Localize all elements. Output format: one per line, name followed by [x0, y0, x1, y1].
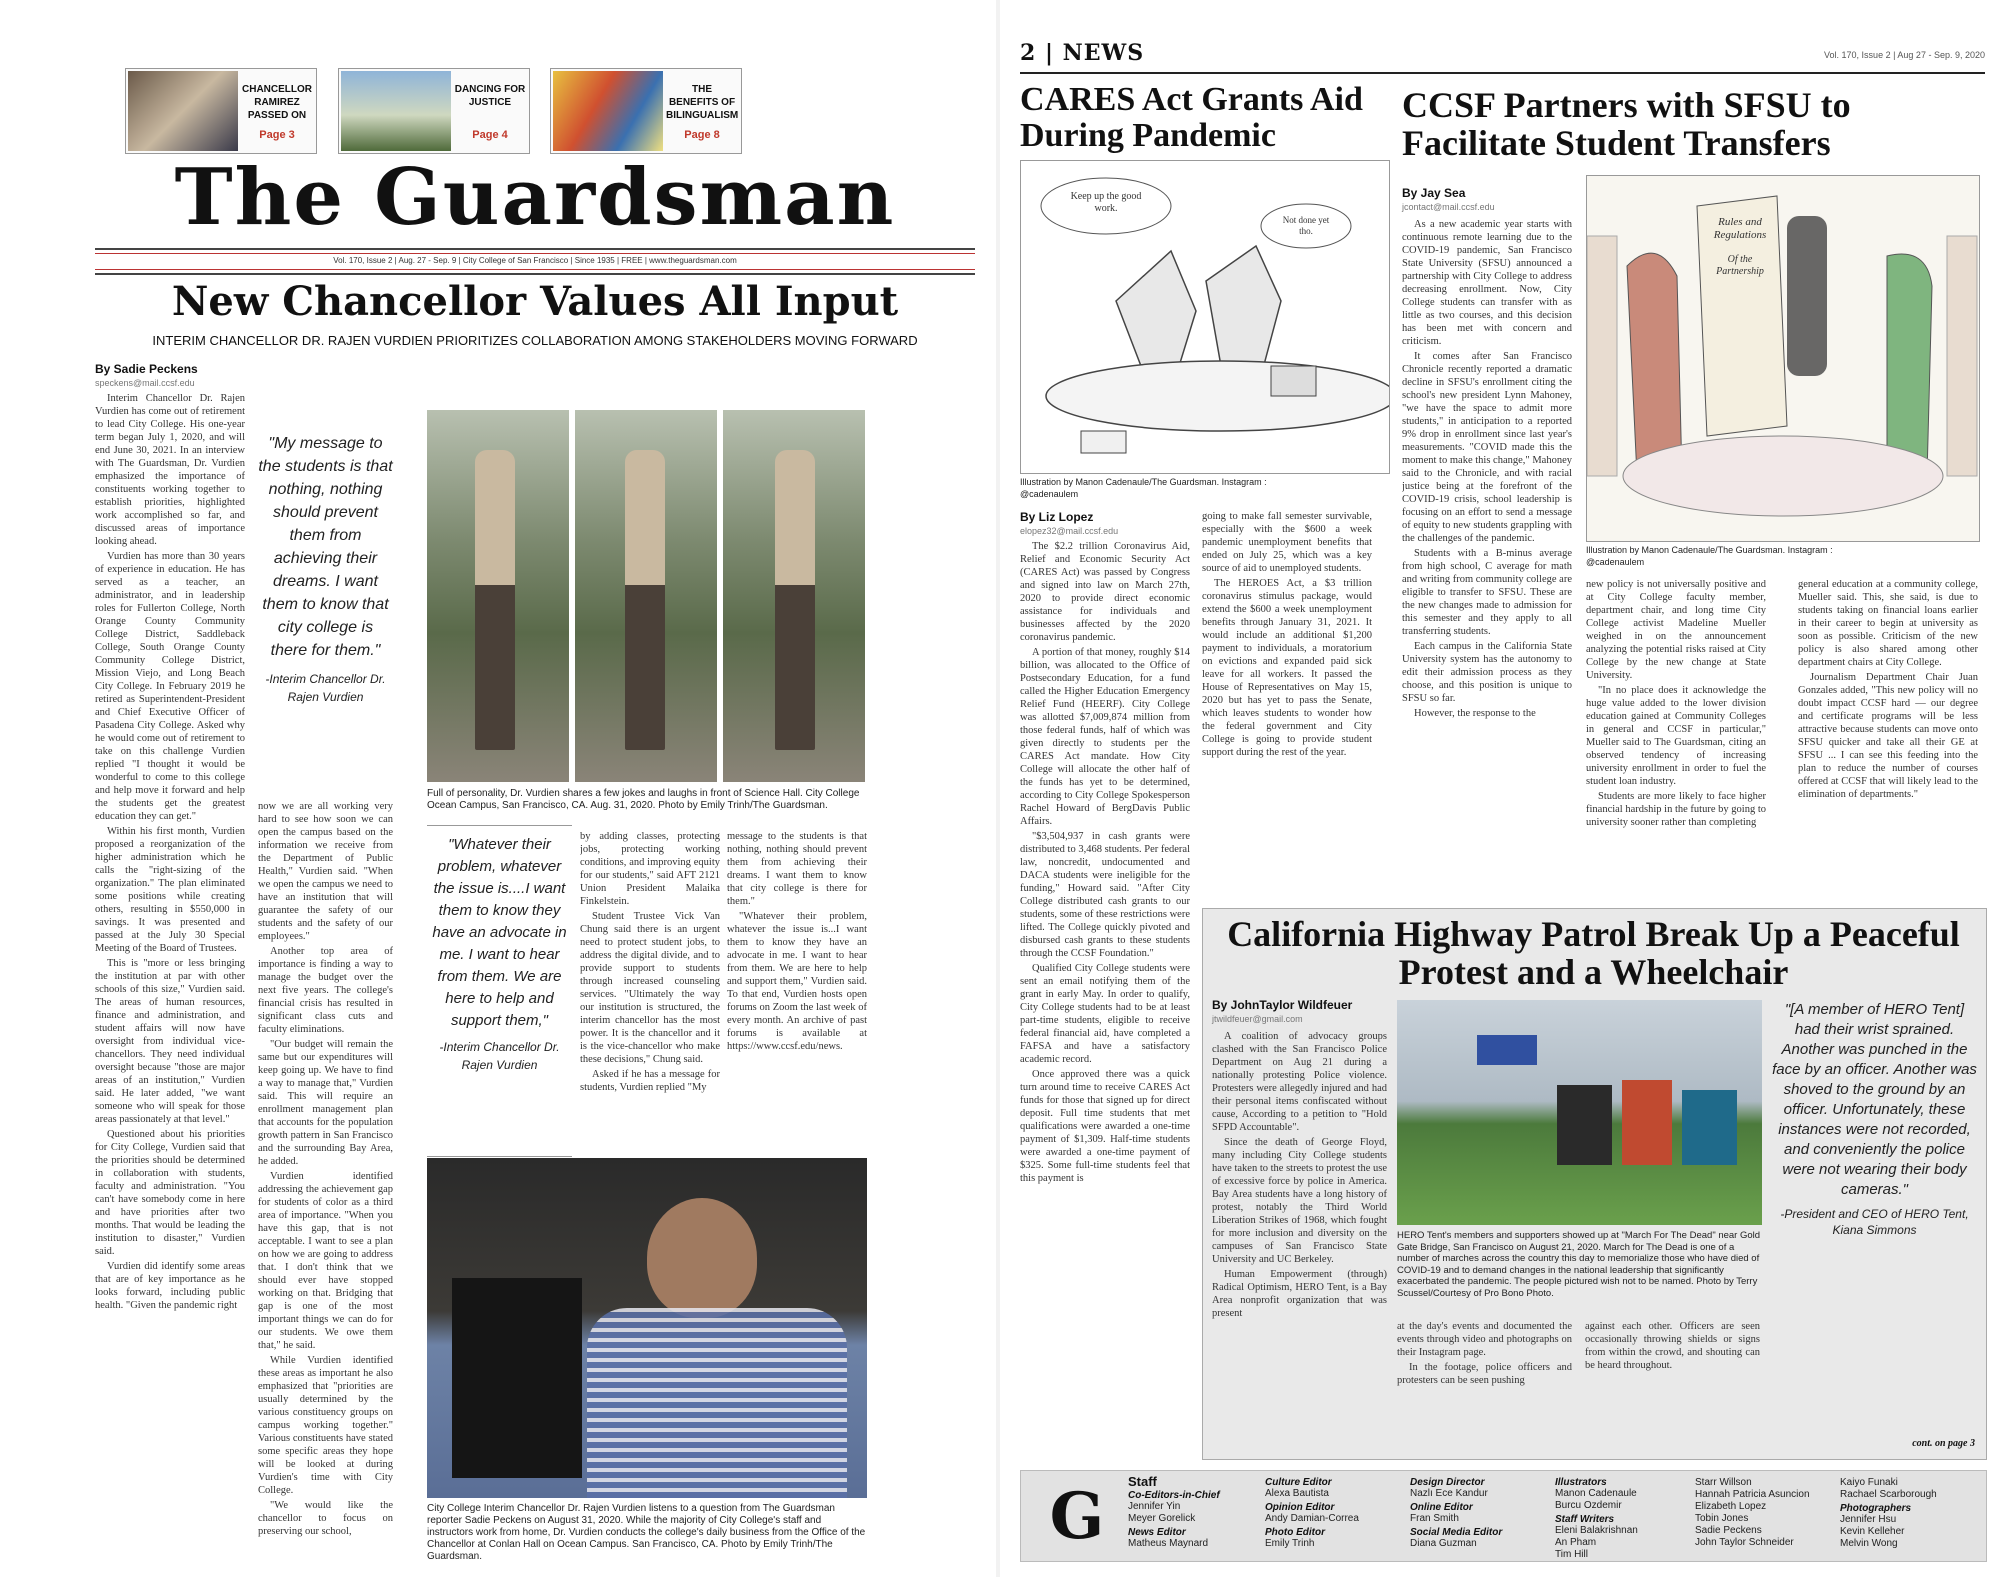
- staff-name: Starr Willson: [1695, 1477, 1752, 1488]
- paragraph: Student Trustee Vick Van Chung said there is an urgent need to protect student jobs, to address the digital divide, and to provide support to students through increased counseling services. "Ultimately the way our institution is structured, the interim chancellor has the most power. It is the chancellor and it is the vice-chancellor who make these decisions," Chung said.: [580, 911, 720, 1065]
- chp-headline: California Highway Patrol Break Up a Peaceful Protest and a Wheelchair: [1227, 914, 1960, 992]
- paragraph: Journalism Department Chair Juan Gonzales added, "This new policy will no doubt impact CCSF hard — our degree and certificate programs will be less attractive because students can move onto SFSU quicker and take all their GE at SFSU ... I can see this feeding into the plan to reduce the number of courses offered at CCSF that will likely lead to the elimination of departments.": [1798, 672, 1978, 800]
- paragraph: Each campus in the California State University system has the autonomy to edit their admission process as they choose, and this position is unique to SFSU so far.: [1402, 641, 1572, 704]
- photo-chancellor-2: [575, 410, 717, 782]
- chp-byline: By JohnTaylor Wildfeuer: [1212, 998, 1353, 1012]
- staff-name: Eleni Balakrishnan: [1555, 1525, 1638, 1536]
- staff-name: Hannah Patricia Asuncion: [1695, 1489, 1810, 1500]
- pull-quote-2: [427, 834, 572, 1074]
- sfsu-illustration-caption: Illustration by Manon Cadenaule/The Guardsman. Instagram : @cadenaulem: [1586, 545, 1833, 567]
- staff-col-2: [1265, 1477, 1395, 1550]
- section-rule: [1020, 72, 1985, 74]
- pull-quote-text: "My message to the students is that nothing, nothing should prevent them from achieving their dreams. I want them to know that city college is there for them.": [258, 435, 393, 659]
- staff-heading: Staff Writers: [1555, 1514, 1615, 1525]
- paragraph: The $2.2 trillion Coronavirus Aid, Relief and Economic Security Act (CARES Act) was passed by Congress and signed into law on March 27th, 2020 to provide direct economic assistance for individuals and businesses affected by the 2020 coronavirus pandemic.: [1020, 541, 1190, 643]
- person-head: [647, 1198, 757, 1318]
- protest-sign: [1557, 1085, 1612, 1165]
- staff-col-6: [1840, 1477, 1980, 1550]
- teaser-chancellor[interactable]: [125, 68, 317, 154]
- staff-name: Melvin Wong: [1840, 1538, 1898, 1549]
- cares-headline: CARES Act Grants Aid During Pandemic: [1020, 81, 1363, 154]
- article-col-2: [258, 800, 393, 1550]
- masthead-rule-top: [95, 248, 975, 254]
- staff-name: Burcu Ozdemir: [1555, 1500, 1622, 1511]
- sfsu-byline: By Jay Sea: [1402, 186, 1466, 200]
- staff-name: Kaiyo Funaki: [1840, 1477, 1898, 1488]
- paragraph: "In no place does it acknowledge the huge value added to the lower division education gained at Community Colleges in general and CCSF in particular," Mueller said to The Guardsman, citing an observed tendency of increasing university enrollment in order to fuel the student loan industry.: [1586, 685, 1766, 787]
- pull-quote-attribution: -Interim Chancellor Dr. Rajen Vurdien: [265, 672, 386, 704]
- staff-name: Alexa Bautista: [1265, 1488, 1329, 1499]
- pull-quote-attribution: -President and CEO of HERO Tent, Kiana Simmons: [1780, 1207, 1969, 1237]
- speech-bubble-1-text: Keep up the good work.: [1070, 191, 1142, 214]
- teaser-page: Page 3: [259, 129, 295, 141]
- article-col-4: [727, 830, 867, 1150]
- pull-quote-attribution: -Interim Chancellor Dr. Rajen Vurdien: [439, 1040, 560, 1072]
- article-col-1: [95, 392, 245, 1550]
- paragraph: It comes after San Francisco Chronicle recently reported a dramatic decline in SFSU's enrollment citing the school's new president Lynn Mahoney, "we have the space to admit more students," in anticipation to a reported 9% drop in enrollment since last year's measurements. "COVID made this the moment to make this change," Mahoney said to the Chronicle, and with racial justice being at the forefront of the COVID-19 crisis, school leadership is focusing on an effort to send a message of equity to new students grappling with the challenges of the pandemic.: [1402, 351, 1572, 544]
- sfsu-col-3: [1798, 578, 1978, 898]
- paragraph: In the footage, police officers and protesters can be seen pushing: [1397, 1362, 1572, 1386]
- right-page: [1020, 40, 1985, 1565]
- pull-quote-1: [258, 432, 393, 706]
- paragraph: Another top area of importance is finding a way to manage the budget over the next five years. The college's financial crisis has resulted in significant class cuts and faculty eliminations.: [258, 946, 393, 1035]
- paragraph: Vurdien identified addressing the achievement gap for students of color as a third area of importance. "When you have this gap, that is not acceptable. I want to see a plan on how we are going to address that. I don't think that we should ever have stopped working on that. Bridging that gap is one of the most important things we can do for our students. We owe them that," he said.: [258, 1171, 393, 1351]
- figure-right: [1887, 254, 1932, 476]
- paragraph: Qualified City College students were sent an email notifying them of the grant in early May. In order to qualify, City College students had to be at least part-time students, eligible to receive federal financial aid, have completed a FAFSA and have a satisfactory academic record.: [1020, 963, 1190, 1065]
- paragraph: Interim Chancellor Dr. Rajen Vurdien has come out of retirement to lead City College. His one-year term began July 1, 2020, and will end June 30, 2021. In an interview with The Guardsman, Dr. Vurdien emphasized the importance of constituents working together to establish priorities, highlighted work accomplished so far, and discussed areas of importance looking ahead.: [95, 393, 245, 547]
- staff-col-3: [1410, 1477, 1540, 1550]
- paragraph: against each other. Officers are seen occasionally throwing shields or signs from within the crowd, and shouting can be heard throughout.: [1585, 1321, 1760, 1371]
- staff-name: Jennifer Hsu: [1840, 1514, 1897, 1525]
- staff-heading: Photo Editor: [1265, 1527, 1325, 1538]
- chp-col-1: [1212, 1030, 1387, 1445]
- pull-quote-text: "[A member of HERO Tent] had their wrist sprained. Another was punched in the face by an officer. Another was shoved to the ground by an officer. Unfortunately, these instances were not recorded, and conveniently the police were not wearing their body cameras.": [1772, 1001, 1977, 1198]
- paragraph: "We would like the chancellor to focus on preserving our school,: [258, 1500, 393, 1537]
- issue-info: Vol. 170, Issue 2 | Aug 27 - Sep. 9, 2020: [1824, 50, 1985, 60]
- continued-link[interactable]: cont. on page 3: [1912, 1438, 1975, 1449]
- paragraph: Students are more likely to face higher financial hardship in the future by going to university sooner rather than completing: [1586, 791, 1766, 828]
- figure-left: [1627, 253, 1682, 476]
- paragraph: Since the death of George Floyd, many including City College students have taken to the streets to protest the use of excessive force by police in America. Bay Area students have a long history of protest, notably the Third World Liberation Strikes of 1968, which fought for more inclusion and diversity on the campuses of San Francisco State University and UC Berkeley.: [1212, 1137, 1387, 1265]
- staff-name: Matheus Maynard: [1128, 1538, 1209, 1549]
- left-page: [95, 50, 975, 1560]
- teaser-title: DANCING FOR JUSTICE: [454, 84, 526, 108]
- photo-chancellor-1: [427, 410, 569, 782]
- paragraph: A portion of that money, roughly $14 billion, was allocated to the Office of Postsecondary Education, for a fund called the Higher Education Emergency Relief Fund (HEERF). City College was allotted $7,009,874 million from those federal funds, half of which was given directly to students per the CARES Act mandate. How City College will allocate the other half of the funds has yet to be determined, according to City College Spokesperson Rachel Howard of BergDavis Public Affairs.: [1020, 647, 1190, 827]
- staff-name: Manon Cadenaule: [1555, 1488, 1637, 1499]
- computer-monitor: [452, 1278, 582, 1478]
- sfsu-headline: CCSF Partners with SFSU to Facilitate Student Transfers: [1402, 85, 1851, 163]
- paragraph: general education at a community college, Mueller said. This, she said, is due to students taking on financial loans earlier in their career to begin at university as soon as possible. Criticism of the new policy is also shared among other department chairs at City College.: [1798, 579, 1978, 668]
- staff-col-1: [1128, 1490, 1248, 1550]
- paragraph: "$3,504,937 in cash grants were distributed to 3,468 students. Per federal law, noncredit, undocumented and DACA students were ineligible for the funding," Howard said. "After City College distributed cash grants to our students, some of these restrictions were lifted. The College quickly pivoted and disbursed cash grants to these students through the CCSF Foundation.": [1020, 831, 1190, 959]
- masthead: The Guardsman: [174, 152, 896, 243]
- paragraph: "Whatever their problem, whatever the issue is...I want them to know they have an advocate in me. I want to hear from them. We are here to help and support them," Vurdien said. To that end, Vurdien hosts open forums on Zoom the last week of every month. An archive of past forums is available at https://www.ccsf.edu/news.: [727, 911, 867, 1052]
- person-figure: [475, 450, 515, 750]
- staff-name: Emily Trinh: [1265, 1538, 1315, 1549]
- paragraph: Asked if he has a message for students, Vurdien replied "My: [580, 1069, 720, 1093]
- person-figure: [625, 450, 665, 750]
- shark-figure-2: [1206, 246, 1281, 376]
- paragraph: Vurdien did identify some areas that are of key importance as he looks forward, including public health. "Given the pandemic right: [95, 1261, 245, 1311]
- photo-chancellor-3: [723, 410, 865, 782]
- person-figure: [775, 450, 815, 750]
- sfsu-col-1: [1402, 218, 1572, 898]
- sfsu-illustration-svg: [1587, 176, 1979, 541]
- section-header: 2 | NEWS: [1020, 40, 1145, 66]
- staff-name: Sadie Peckens: [1695, 1525, 1762, 1536]
- article-col-3: [580, 830, 720, 1150]
- teaser-bilingualism[interactable]: [550, 68, 742, 154]
- staff-name: Kevin Kelleher: [1840, 1526, 1905, 1537]
- paragraph: by adding classes, protecting jobs, protecting working conditions, and improving equity for our students," said AFT 2121 Union President Malaika Finkelstein.: [580, 831, 720, 907]
- staff-name: Nazlı Ece Kandur: [1410, 1488, 1488, 1499]
- sfsu-illustration: [1586, 175, 1980, 542]
- teaser-page: Page 8: [684, 129, 720, 141]
- cares-byline: By Liz Lopez: [1020, 510, 1094, 524]
- paragraph: This is "more or less bringing the institution at par with other schools of this size," Vurdien said. The areas of human resources, finance and administration, and student affairs will now have oversight from individual vice-chancellors. They need individual oversight because "those are major areas of an institution," Vurdien said. He later added, "we want someone who will speak for those areas passionately at that level.": [95, 958, 245, 1125]
- door-left: [1587, 236, 1617, 476]
- staff-name: An Pham: [1555, 1537, 1597, 1548]
- paragraph: "Our budget will remain the same but our expenditures will keep going up. We have to find a way to manage that," Vurdien said. This will require an enrollment management plan that accounts for the population growth pattern in San Francisco and the surrounding Bay Area, he added.: [258, 1039, 393, 1167]
- paragraph: Vurdien has more than 30 years of experience in education. He has served as a teacher, an administrator, and in leadership roles for Fullerton College, North Orange County Community College District, Saddleback College, South Orange County Community College District, Mission Viejo, and Long Beach City College. In February 2019 he retired as Superintendent-President and Chief Executive Officer of Pasadena City College. Asked why he would come out of retirement to take on this challenge Vurdien replied "I thought it would be wonderful to come to this college and help move it forward and help the students get the greatest education they can get.": [95, 551, 245, 822]
- staff-heading: Co-Editors-in-Chief: [1128, 1490, 1220, 1501]
- money-stack: [1271, 366, 1316, 396]
- subhead: INTERIM CHANCELLOR DR. RAJEN VURDIEN PRIORITIZES COLLABORATION AMONG STAKEHOLDERS MOVING FORWARD: [152, 333, 918, 348]
- staff-heading: Opinion Editor: [1265, 1502, 1335, 1513]
- guardsman-logo: G: [1049, 1479, 1105, 1554]
- paragraph: The HEROES Act, a $3 trillion coronavirus stimulus package, would extend the $600 a week unemployment benefits through January 31, 2021. It would include an additional $1,200 payment to individuals, a moratorium on evictions and expanded paid sick leave for all workers. It passed the House of Representatives on May 15, 2020 but has yet to pass the Senate, which leaves students to wonder how the federal government and City College is going to provide student support during the rest of the year.: [1202, 578, 1372, 758]
- staff-name: Tim Hill: [1555, 1549, 1588, 1560]
- paragraph: However, the response to the: [1414, 708, 1536, 719]
- staff-name: Diana Guzman: [1410, 1538, 1477, 1549]
- teaser-title: THE BENEFITS OF BILINGUALISM: [666, 84, 739, 121]
- person-shirt: [587, 1308, 847, 1498]
- masthead-rule-bottom: [95, 269, 975, 275]
- staff-name: Jennifer Yin: [1128, 1501, 1181, 1512]
- dateline: Vol. 170, Issue 2 | Aug. 27 - Sep. 9 | City College of San Francisco | Since 1935 | FREE | www.theguardsman.com: [333, 256, 737, 265]
- teaser-photo: [341, 71, 451, 151]
- teaser-photo: [553, 71, 663, 151]
- staff-name: Andy Damian-Correa: [1265, 1513, 1359, 1524]
- paragraph: Human Empowerment (through) Radical Optimism, HERO Tent, is a Bay Area nonprofit organization that was present: [1212, 1269, 1387, 1319]
- photo-chancellor-desk: [427, 1158, 867, 1498]
- staff-heading: News Editor: [1128, 1527, 1186, 1538]
- teaser-title: CHANCELLOR RAMIREZ PASSED ON: [242, 84, 312, 121]
- money-bills: [1081, 431, 1126, 453]
- chp-col-2: [1397, 1320, 1572, 1445]
- byline-email[interactable]: speckens@mail.ccsf.edu: [95, 378, 195, 388]
- staff-heading: Illustrators: [1555, 1477, 1607, 1488]
- staff-name: Meyer Gorelick: [1128, 1513, 1196, 1524]
- headline: New Chancellor Values All Input: [171, 278, 899, 325]
- staff-name: Rachael Scarborough: [1840, 1489, 1937, 1500]
- paragraph: A coalition of advocacy groups clashed with the San Francisco Police Department on Aug 21 during a nationally protesting Police violence. Protesters were allegedly injured and had their personal items confiscated without cause, According to a petition to "Hold SFPD Accountable".: [1212, 1031, 1387, 1133]
- staff-heading: Design Director: [1410, 1477, 1485, 1488]
- table: [1623, 436, 1943, 516]
- photo-caption-1: Full of personality, Dr. Vurdien shares a few jokes and laughs in front of Science Hall. City College Ocean Campus, San Francisco, CA. Aug. 31, 2020. Photo by Emily Trinh/The Guardsman.: [427, 788, 860, 811]
- chp-col-3: [1585, 1320, 1760, 1445]
- protest-photo: [1397, 1000, 1762, 1225]
- paragraph: While Vurdien identified these areas as important he also emphasized that "priorities are usually determined by the various constituency groups on campus working together." Various constituents have stated some specific areas they hope will be looked at during Vurdien's time with City College.: [258, 1355, 393, 1496]
- paragraph: As a new academic year starts with continuous remote learning due to the COVID-19 pandemic, San Francisco State University (SFSU) announced a partnership with City College to address decreasing enrollment. Now, City College students can transfer with as little as two courses, and this decision has been met with concern and criticism.: [1402, 219, 1572, 347]
- tent: [1477, 1035, 1537, 1065]
- paragraph: going to make fall semester survivable, especially with the $600 a week pandemic unemployment benefits that ended on July 25, which was a key source of aid to unemployed students.: [1202, 511, 1372, 574]
- staff-name: Fran Smith: [1410, 1513, 1459, 1524]
- staff-title: Staff: [1128, 1474, 1157, 1489]
- paragraph: message to the students is that nothing, nothing should prevent them from achieving their dreams. I want them to know that city college is there for them.": [727, 831, 867, 907]
- paragraph: at the day's events and documented the events through video and photographs on their Instagram page.: [1397, 1321, 1572, 1358]
- staff-col-5: [1695, 1477, 1825, 1549]
- cares-illustration-caption: Illustration by Manon Cadenaule/The Guardsman. Instagram : @cadenaulem: [1020, 477, 1267, 499]
- teaser-dancing[interactable]: [338, 68, 530, 154]
- pull-quote-text: "Whatever their problem, whatever the issue is....I want them to know they have an advocate in me. I want to hear from them. We are here to help and support them,": [432, 836, 567, 1029]
- paragraph: Once approved there was a quick turn around time to receive CARES Act funds for those that signed up for direct deposit. Full time students that met qualifications were awarded a one-time payment of $1,309. Half-time students were awarded a one-time payment of $325. Some full-time students feel that this payment is: [1020, 1069, 1190, 1184]
- protest-sign: [1622, 1080, 1672, 1165]
- cares-col-2: [1202, 510, 1372, 900]
- protest-sign: [1682, 1090, 1737, 1165]
- paragraph: Within his first month, Vurdien proposed a reorganization of the higher administration which he calls the "right-sizing of the organization." The plan eliminated some positions while creating others, resulting in $550,000 in savings. It was presented and passed at the July 30 Special Meeting of the Board of Trustees.: [95, 826, 245, 954]
- staff-heading: Photographers: [1840, 1503, 1912, 1514]
- staff-name: Tobin Jones: [1695, 1513, 1749, 1524]
- staff-col-4: [1555, 1477, 1675, 1561]
- figure-center: [1787, 216, 1827, 376]
- cares-col-1: [1020, 540, 1190, 1455]
- stage-platform: [1046, 361, 1389, 431]
- protest-photo-caption: HERO Tent's members and supporters showed up at "March For The Dead" near Gold Gate Bridge, San Francisco on August 21, 2020. March for The Dead is one of a number of marches across the country this day to memorialize those who have died of COVID-19 and to demand changes in the national leadership that significantly exacerbated the pandemic. The people pictured wish not to be named. Photo by Terry Scussel/Courtesy of Pro Bono Photo.: [1397, 1230, 1761, 1299]
- staff-heading: Social Media Editor: [1410, 1527, 1503, 1538]
- chp-email[interactable]: jtwildfeuer@gmail.com: [1212, 1014, 1303, 1024]
- shark-figure-1: [1116, 251, 1196, 376]
- byline: By Sadie Peckens: [95, 362, 198, 376]
- staff-heading: Culture Editor: [1265, 1477, 1332, 1488]
- photo-caption-2: City College Interim Chancellor Dr. Rajen Vurdien listens to a question from The Guardsman reporter Sadie Peckens on August 31, 2020. While the majority of City College's staff and instructors work from home, Dr. Vurdien conducts the college's daily business from the Office of the Chancellor at Conlan Hall on Ocean Campus. San Francisco, CA. Photo by Emily Trinh/The Guardsman.: [427, 1503, 866, 1562]
- speech-bubble-2-text: Not done yet tho.: [1282, 215, 1330, 236]
- page-gutter: [996, 0, 1000, 1577]
- staff-name: Elizabeth Lopez: [1695, 1501, 1767, 1512]
- cares-email[interactable]: elopez32@mail.ccsf.edu: [1020, 526, 1119, 536]
- teaser-photo: [128, 71, 238, 151]
- paragraph: new policy is not universally positive and at City College faculty member, department chair, and long time City College activist Madeline Mueller weighed in on the announcement analyzing the potential risks raised at City College by the new change at State University.: [1586, 579, 1766, 681]
- paragraph: Questioned about his priorities for City College, Vurdien said that the priorities should be determined in collaboration with students, faculty and administration. "You can't have somebody come in here and have priorities after two months. That would be leading the institution to disaster," Vurdien said.: [95, 1129, 245, 1257]
- sfsu-email[interactable]: jcontact@mail.ccsf.edu: [1402, 202, 1495, 212]
- staff-name: John Taylor Schneider: [1695, 1537, 1794, 1548]
- scroll-subtitle: Of the Partnership: [1716, 254, 1764, 277]
- chp-pull-quote: [1772, 1000, 1977, 1238]
- scroll-title: Rules and Regulations: [1713, 216, 1767, 241]
- cares-illustration: [1020, 160, 1390, 474]
- paragraph: Students with a B-minus average from high school, C average for math and writing from community college are eligible to transfer to SFSU. These are the new changes made to admission for this semester and they apply to all transferring students.: [1402, 548, 1572, 637]
- paragraph: now we are all working very hard to see how soon we can open the campus based on the information we receive from the Department of Public Health," Vurdien said. "When we open the campus we need to have an institution that will guarantee the safety of our students and the safety of our employees.": [258, 801, 393, 942]
- teaser-page: Page 4: [472, 129, 508, 141]
- staff-heading: Online Editor: [1410, 1502, 1473, 1513]
- door-right: [1947, 236, 1977, 476]
- sfsu-col-2: [1586, 578, 1766, 898]
